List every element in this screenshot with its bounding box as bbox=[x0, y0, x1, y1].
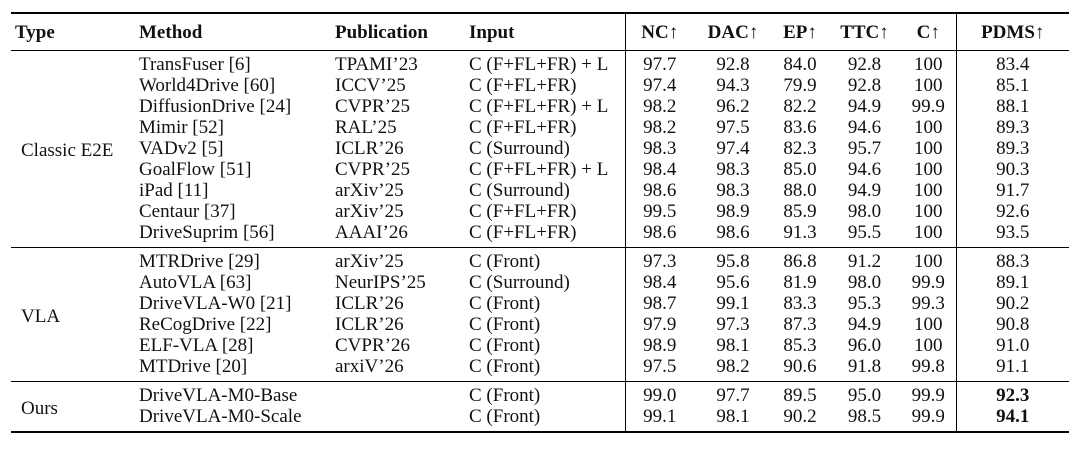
cell-pdms: 91.1 bbox=[956, 356, 1069, 382]
cell-nc: 98.6 bbox=[625, 180, 694, 201]
cell-pdms: 91.7 bbox=[956, 180, 1069, 201]
cell-ep: 85.9 bbox=[783, 201, 817, 222]
table-row bbox=[11, 138, 1069, 159]
cell-c: 100 bbox=[914, 314, 943, 335]
cell-nc: 98.4 bbox=[625, 272, 694, 293]
cell-ep: 84.0 bbox=[783, 54, 817, 75]
header-ttc: TTC↑ bbox=[828, 13, 901, 51]
cell-ep: 82.2 bbox=[783, 96, 817, 117]
cell-pdms: 90.8 bbox=[956, 314, 1069, 335]
cell-pdms: 90.3 bbox=[956, 159, 1069, 180]
cell-method: DriveVLA-M0-Base bbox=[139, 385, 298, 406]
cell-dac: 97.7 bbox=[716, 385, 750, 406]
cell-ttc: 92.8 bbox=[847, 75, 882, 96]
cell-dac: 98.1 bbox=[716, 335, 750, 356]
cell-publication: RAL’25 bbox=[335, 117, 397, 138]
group-classic-e2e bbox=[11, 51, 1069, 248]
cell-pdms: 89.1 bbox=[956, 272, 1069, 293]
cell-method: Centaur [37] bbox=[139, 201, 236, 222]
cell-input: C (Front) bbox=[469, 314, 541, 335]
cell-method: AutoVLA [63] bbox=[139, 272, 252, 293]
table-row bbox=[11, 159, 1069, 180]
cell-pdms: 92.3 bbox=[956, 382, 1069, 407]
cell-publication: CVPR’25 bbox=[335, 159, 410, 180]
cell-publication bbox=[331, 406, 465, 432]
cell-ep: 89.5 bbox=[783, 385, 817, 406]
table-row bbox=[11, 117, 1069, 138]
cell-publication: AAAI’26 bbox=[335, 222, 408, 243]
cell-input: C (F+FL+FR) bbox=[469, 117, 577, 138]
cell-dac: 98.9 bbox=[716, 201, 750, 222]
cell-nc: 97.7 bbox=[625, 51, 694, 76]
cell-input: C (Front) bbox=[469, 385, 541, 406]
cell-ttc: 98.0 bbox=[847, 272, 882, 293]
table-row bbox=[11, 248, 1069, 273]
cell-c: 99.8 bbox=[911, 356, 945, 377]
cell-method: MTRDrive [29] bbox=[139, 251, 260, 272]
cell-ep: 90.6 bbox=[783, 356, 817, 377]
cell-c: 100 bbox=[914, 117, 943, 138]
cell-ep: 83.6 bbox=[783, 117, 817, 138]
cell-nc: 99.0 bbox=[625, 382, 694, 407]
cell-method: DriveVLA-M0-Scale bbox=[139, 406, 302, 427]
cell-publication: CVPR’26 bbox=[335, 335, 410, 356]
cell-publication: ICLR’26 bbox=[335, 314, 404, 335]
table-row bbox=[11, 180, 1069, 201]
cell-nc: 98.3 bbox=[625, 138, 694, 159]
table-row bbox=[11, 293, 1069, 314]
cell-ttc: 94.9 bbox=[847, 180, 882, 201]
cell-input: C (F+FL+FR) + L bbox=[469, 54, 609, 75]
cell-dac: 97.3 bbox=[716, 314, 750, 335]
cell-ep: 87.3 bbox=[783, 314, 817, 335]
table-row bbox=[11, 382, 1069, 407]
cell-pdms: 88.1 bbox=[956, 96, 1069, 117]
cell-c: 100 bbox=[914, 251, 943, 272]
cell-pdms: 85.1 bbox=[956, 75, 1069, 96]
cell-ttc: 95.3 bbox=[847, 293, 882, 314]
cell-ttc: 94.6 bbox=[847, 159, 882, 180]
cell-pdms: 90.2 bbox=[956, 293, 1069, 314]
cell-ttc: 95.0 bbox=[847, 385, 882, 406]
cell-dac: 96.2 bbox=[716, 96, 750, 117]
cell-ttc: 96.0 bbox=[847, 335, 882, 356]
cell-nc: 97.4 bbox=[625, 75, 694, 96]
table-row bbox=[11, 222, 1069, 248]
cell-input: C (F+FL+FR) + L bbox=[469, 159, 609, 180]
cell-input: C (Surround) bbox=[469, 272, 570, 293]
cell-ttc: 91.2 bbox=[847, 251, 882, 272]
group-type-label: Ours bbox=[21, 397, 58, 419]
cell-nc: 98.2 bbox=[625, 96, 694, 117]
cell-method: DriveSuprim [56] bbox=[139, 222, 275, 243]
cell-c: 100 bbox=[914, 75, 943, 96]
header-nc: NC↑ bbox=[625, 13, 694, 51]
cell-dac: 98.2 bbox=[716, 356, 750, 377]
cell-c: 100 bbox=[914, 138, 943, 159]
table-row bbox=[11, 201, 1069, 222]
cell-dac: 97.4 bbox=[716, 138, 750, 159]
cell-method: World4Drive [60] bbox=[139, 75, 276, 96]
cell-input: C (Front) bbox=[469, 251, 541, 272]
cell-c: 99.9 bbox=[911, 272, 945, 293]
cell-ep: 82.3 bbox=[783, 138, 817, 159]
cell-dac: 92.8 bbox=[716, 54, 750, 75]
cell-publication: arXiv’25 bbox=[335, 201, 404, 222]
cell-ep: 86.8 bbox=[783, 251, 817, 272]
header-input: Input bbox=[465, 13, 625, 51]
cell-dac: 98.3 bbox=[716, 180, 750, 201]
cell-ep: 88.0 bbox=[783, 180, 817, 201]
cell-c: 99.9 bbox=[911, 385, 945, 406]
cell-ep: 91.3 bbox=[783, 222, 817, 243]
cell-ttc: 91.8 bbox=[847, 356, 882, 377]
cell-pdms: 93.5 bbox=[956, 222, 1069, 248]
table-row bbox=[11, 406, 1069, 432]
cell-input: C (Surround) bbox=[469, 138, 570, 159]
table-row bbox=[11, 75, 1069, 96]
table-row bbox=[11, 51, 1069, 76]
cell-dac: 98.3 bbox=[716, 159, 750, 180]
cell-pdms: 88.3 bbox=[956, 248, 1069, 273]
cell-method: DiffusionDrive [24] bbox=[139, 96, 292, 117]
cell-ep: 79.9 bbox=[783, 75, 817, 96]
cell-nc: 99.5 bbox=[625, 201, 694, 222]
table-row bbox=[11, 356, 1069, 382]
cell-pdms: 89.3 bbox=[956, 138, 1069, 159]
cell-input: C (F+FL+FR) + L bbox=[469, 96, 609, 117]
cell-nc: 99.1 bbox=[625, 406, 694, 432]
cell-c: 99.9 bbox=[911, 96, 945, 117]
cell-pdms: 91.0 bbox=[956, 335, 1069, 356]
cell-nc: 97.9 bbox=[625, 314, 694, 335]
cell-c: 99.9 bbox=[911, 406, 945, 427]
cell-method: DriveVLA-W0 [21] bbox=[139, 293, 292, 314]
cell-ttc: 94.9 bbox=[847, 96, 882, 117]
cell-c: 100 bbox=[914, 201, 943, 222]
group-ours bbox=[11, 382, 1069, 433]
cell-dac: 97.5 bbox=[716, 117, 750, 138]
cell-ep: 81.9 bbox=[783, 272, 817, 293]
cell-pdms: 92.6 bbox=[956, 201, 1069, 222]
cell-nc: 98.4 bbox=[625, 159, 694, 180]
cell-method: MTDrive [20] bbox=[139, 356, 248, 377]
cell-input: C (Surround) bbox=[469, 180, 570, 201]
table-row bbox=[11, 272, 1069, 293]
cell-ttc: 92.8 bbox=[847, 54, 882, 75]
cell-ep: 85.3 bbox=[783, 335, 817, 356]
table-row bbox=[11, 314, 1069, 335]
cell-ttc: 95.5 bbox=[847, 222, 882, 243]
group-vla bbox=[11, 248, 1069, 382]
cell-ttc: 94.9 bbox=[847, 314, 882, 335]
header-type: Type bbox=[11, 13, 135, 51]
group-type-label: Classic E2E bbox=[21, 140, 114, 161]
cell-nc: 97.5 bbox=[625, 356, 694, 382]
cell-input: C (Front) bbox=[469, 293, 541, 314]
cell-ttc: 98.5 bbox=[847, 406, 882, 427]
cell-input: C (F+FL+FR) bbox=[469, 222, 577, 243]
header-c: C↑ bbox=[901, 13, 956, 51]
cell-publication: arXiv’25 bbox=[335, 180, 404, 201]
cell-input: C (Front) bbox=[469, 356, 541, 377]
cell-pdms: 83.4 bbox=[956, 51, 1069, 76]
cell-nc: 97.3 bbox=[625, 248, 694, 273]
cell-c: 100 bbox=[914, 222, 943, 243]
results-table bbox=[11, 12, 1069, 433]
cell-dac: 94.3 bbox=[716, 75, 750, 96]
cell-nc: 98.6 bbox=[625, 222, 694, 248]
cell-input: C (F+FL+FR) bbox=[469, 201, 577, 222]
cell-pdms: 94.1 bbox=[956, 406, 1069, 432]
header-publication: Publication bbox=[331, 13, 465, 51]
cell-ep: 83.3 bbox=[783, 293, 817, 314]
cell-dac: 99.1 bbox=[716, 293, 750, 314]
cell-publication: arXiv’25 bbox=[335, 251, 404, 272]
header-pdms: PDMS↑ bbox=[956, 13, 1069, 51]
cell-publication bbox=[331, 382, 465, 407]
cell-nc: 98.7 bbox=[625, 293, 694, 314]
cell-method: ELF-VLA [28] bbox=[139, 335, 254, 356]
cell-publication: NeurIPS’25 bbox=[335, 272, 426, 293]
cell-method: ReCogDrive [22] bbox=[139, 314, 272, 335]
cell-dac: 98.6 bbox=[716, 222, 750, 243]
cell-ep: 90.2 bbox=[783, 406, 817, 427]
cell-ttc: 98.0 bbox=[847, 201, 882, 222]
cell-method: VADv2 [5] bbox=[139, 138, 224, 159]
cell-method: GoalFlow [51] bbox=[139, 159, 252, 180]
cell-publication: arxiV’26 bbox=[335, 356, 404, 377]
header-ep: EP↑ bbox=[772, 13, 828, 51]
cell-ep: 85.0 bbox=[783, 159, 817, 180]
cell-c: 100 bbox=[914, 335, 943, 356]
cell-pdms: 89.3 bbox=[956, 117, 1069, 138]
cell-method: Mimir [52] bbox=[139, 117, 224, 138]
cell-input: C (Front) bbox=[469, 335, 541, 356]
table-row bbox=[11, 335, 1069, 356]
cell-c: 100 bbox=[914, 159, 943, 180]
header-row bbox=[11, 13, 1069, 51]
cell-dac: 95.8 bbox=[716, 251, 750, 272]
cell-method: TransFuser [6] bbox=[139, 54, 251, 75]
cell-dac: 95.6 bbox=[716, 272, 750, 293]
cell-publication: ICCV’25 bbox=[335, 75, 406, 96]
cell-publication: TPAMI’23 bbox=[335, 54, 418, 75]
cell-method: iPad [11] bbox=[139, 180, 209, 201]
header-method: Method bbox=[135, 13, 331, 51]
cell-ttc: 95.7 bbox=[847, 138, 882, 159]
cell-publication: ICLR’26 bbox=[335, 138, 404, 159]
cell-c: 99.3 bbox=[911, 293, 945, 314]
cell-publication: CVPR’25 bbox=[335, 96, 410, 117]
cell-dac: 98.1 bbox=[716, 406, 750, 427]
cell-c: 100 bbox=[914, 180, 943, 201]
cell-nc: 98.2 bbox=[625, 117, 694, 138]
table-row bbox=[11, 96, 1069, 117]
cell-nc: 98.9 bbox=[625, 335, 694, 356]
cell-publication: ICLR’26 bbox=[335, 293, 404, 314]
group-type-label: VLA bbox=[21, 305, 61, 327]
cell-input: C (F+FL+FR) bbox=[469, 75, 577, 96]
cell-ttc: 94.6 bbox=[847, 117, 882, 138]
cell-input: C (Front) bbox=[469, 406, 541, 427]
header-dac: DAC↑ bbox=[694, 13, 772, 51]
cell-c: 100 bbox=[914, 54, 943, 75]
